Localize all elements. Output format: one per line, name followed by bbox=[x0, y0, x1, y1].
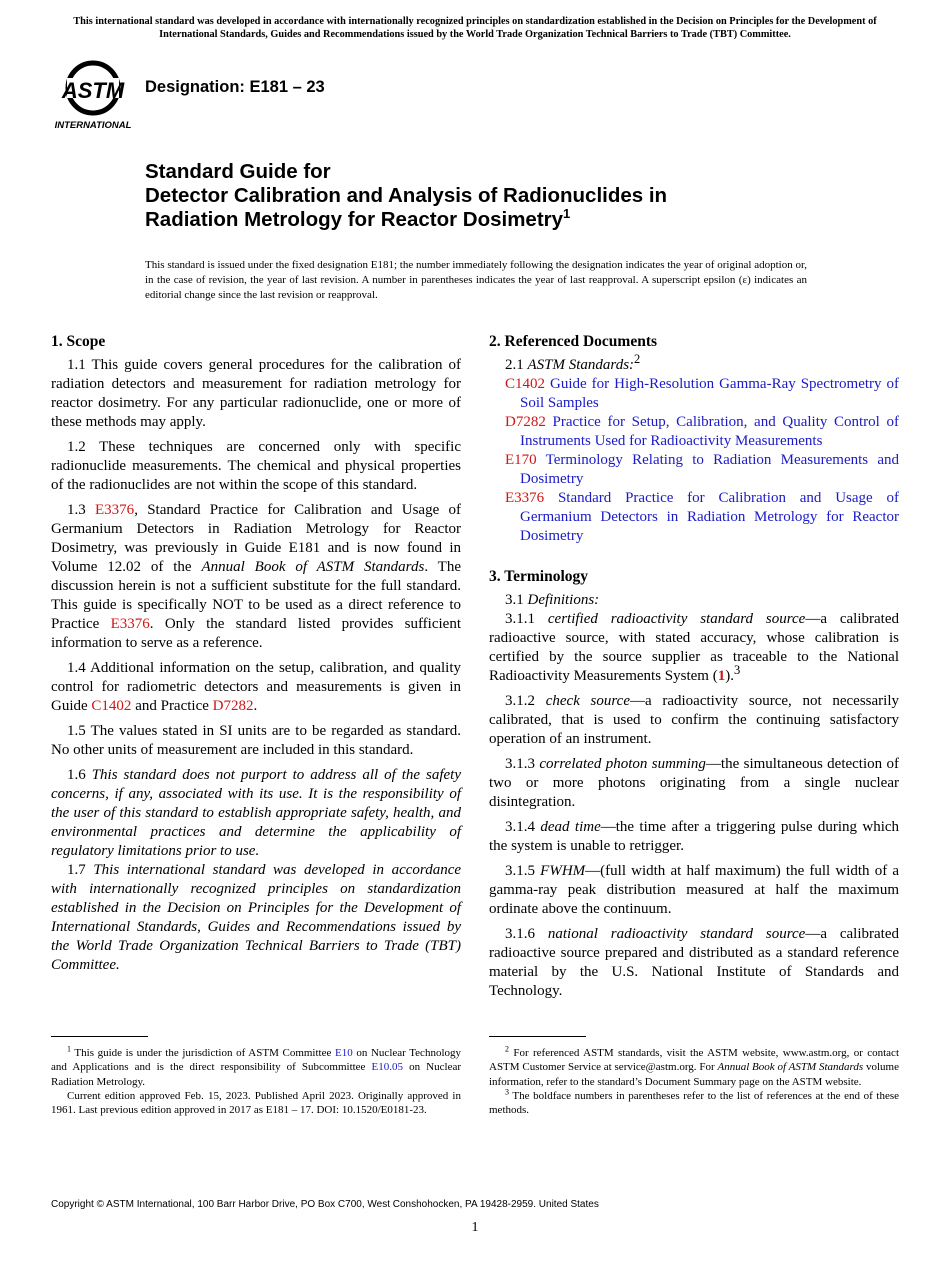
footnote-2 bbox=[489, 1046, 899, 1089]
def-tail: ). bbox=[725, 668, 734, 684]
scope-para-1-4 bbox=[51, 659, 461, 716]
ref-code-e170[interactable]: E170 bbox=[505, 452, 537, 468]
refdocs-sub-label: ASTM Standards: bbox=[527, 357, 635, 373]
scope-1-6-text: This standard does not purport to address all of the safety concerns, if any, associated with its use. It is the responsibility of the user of this standard to establish appropriate safety, health, and environmental practices and determine the applicability of regulatory limitations prior to use. bbox=[51, 767, 462, 859]
def-num: 3.1.1 bbox=[505, 611, 548, 627]
link-d7282[interactable]: D7282 bbox=[212, 698, 254, 714]
reference-item bbox=[489, 489, 899, 546]
definition-3-1-6 bbox=[489, 925, 899, 1001]
document-title bbox=[145, 160, 865, 232]
footnote-rule-right bbox=[489, 1036, 586, 1037]
footnotes-left bbox=[51, 1046, 461, 1117]
link-e10[interactable]: E10 bbox=[335, 1047, 353, 1059]
ref-code-d7282[interactable]: D7282 bbox=[505, 414, 546, 430]
scope-1-4-text-a: 1.4 Additional information on the setup, calibration, and quality control for radiometric detectors and measurements is given in Guide bbox=[51, 660, 461, 714]
terminology-definitions-label bbox=[489, 591, 899, 610]
scope-para-1-3 bbox=[51, 501, 461, 653]
footnote-2-text-b: volume information, refer to the standard’s Document Summary page on the ASTM website. bbox=[489, 1061, 899, 1088]
def-num: 3.1.6 bbox=[505, 926, 548, 942]
footnote-edition: Current edition approved Feb. 15, 2023. Published April 2023. Originally approved in 1961. Last previous edition approved in 2017 as E181 – 17. DOI: 10.1520/E0181-23. bbox=[51, 1089, 461, 1117]
title-line-3-text: Radiation Metrology for Reactor Dosimetry bbox=[145, 208, 564, 231]
astm-logo bbox=[53, 56, 135, 132]
def-term: dead time bbox=[540, 819, 601, 835]
title-footnote-mark[interactable]: 1 bbox=[563, 206, 571, 222]
def-text: —the time after a triggering pulse during which the system is unable to retrigger. bbox=[489, 819, 900, 854]
def-text: —a calibrated radioactive source, with stated accuracy, whose calibration is certified by the source supplier as traceable to the National Radioactivity Measurements System ( bbox=[489, 611, 899, 684]
footnote-3 bbox=[489, 1089, 899, 1118]
title-line-3 bbox=[145, 208, 865, 232]
scope-1-3-text-d: . Only the standard listed provides sufficient information to serve as a reference. bbox=[51, 616, 461, 651]
terminology-heading: 3. Terminology bbox=[489, 568, 589, 585]
def-num: 3.1.4 bbox=[505, 819, 541, 835]
definition-3-1-3 bbox=[489, 755, 899, 812]
tbt-banner: This international standard was developed in accordance with internationally recognized principles on standardization established in the Decision on Principles for the Development of International Standards, Guides and Recommendations issued by the World Trade Organization Technical Barriers to Trade (TBT) Committee. bbox=[73, 16, 877, 40]
scope-para-1-2: 1.2 These techniques are concerned only with specific radionuclide measurements. The chemical and physical properties of the radionuclides are not within the scope of this standard. bbox=[51, 439, 461, 493]
definition-3-1-4 bbox=[489, 818, 899, 856]
def-text: —a calibrated radioactive source prepared and distributed as a standard reference material by the U.S. National Institute of Standards and Technology. bbox=[489, 926, 899, 999]
scope-heading: 1. Scope bbox=[51, 333, 106, 350]
scope-1-7-text: This international standard was developed in accordance with internationally recognized principles on standardization established in the Decision on Principles for the Development of International Standards, Guides and Recommendations issued by the World Trade Organization Technical Barriers to Trade (TBT) Committee. bbox=[51, 862, 462, 973]
scope-1-3-text-a: 1.3 bbox=[67, 502, 96, 518]
scope-1-4-text-b: and Practice bbox=[131, 698, 213, 714]
ref-title[interactable]: Practice for Setup, Calibration, and Quality Control of Instruments Used for Radioactivity Measurements bbox=[520, 414, 899, 449]
left-column bbox=[51, 332, 461, 981]
reference-item bbox=[489, 375, 899, 413]
terminology-sub-label: Definitions: bbox=[527, 592, 600, 608]
refdocs-sub-num: 2.1 bbox=[505, 357, 528, 373]
def-footnote-mark[interactable]: 3 bbox=[733, 663, 741, 677]
reference-number-link[interactable]: 1 bbox=[717, 668, 726, 684]
refdocs-heading: 2. Referenced Documents bbox=[489, 333, 658, 350]
def-num: 3.1.3 bbox=[505, 756, 540, 772]
footnote-1-text-a: This guide is under the jurisdiction of ASTM Committee bbox=[71, 1047, 335, 1059]
footnote-2-text-a: For referenced ASTM standards, visit the ASTM website, www.astm.org, or contact ASTM Customer Service at service@astm.org. For bbox=[489, 1047, 899, 1074]
footnote-rule-left bbox=[51, 1036, 148, 1037]
definition-3-1-1 bbox=[489, 610, 899, 686]
title-line-1: Standard Guide for bbox=[145, 160, 331, 183]
logo-letters: ASTM bbox=[61, 78, 125, 103]
reference-item bbox=[489, 451, 899, 489]
scope-1-3-text-b: , Standard Practice for Calibration and Usage of Germanium Detectors in Radiation Metrology for Reactor Dosimetry, was previously in Guide E181 and is now found in Volume 12.02 of the bbox=[51, 502, 461, 575]
link-c1402[interactable]: C1402 bbox=[91, 698, 132, 714]
def-text: —a radioactivity source, not necessarily calibrated, that is used to confirm the continuing satisfactory operation of an instrument. bbox=[489, 693, 899, 747]
ref-title[interactable]: Terminology Relating to Radiation Measurements and Dosimetry bbox=[520, 452, 900, 487]
definition-3-1-5 bbox=[489, 862, 899, 919]
ref-code-e3376[interactable]: E3376 bbox=[505, 490, 545, 506]
ref-title[interactable]: Guide for High-Resolution Gamma-Ray Spectrometry of Soil Samples bbox=[520, 376, 899, 411]
definition-3-1-2 bbox=[489, 692, 899, 749]
title-line-2: Detector Calibration and Analysis of Radionuclides in bbox=[145, 184, 668, 207]
def-term: certified radioactivity standard source bbox=[547, 611, 806, 627]
footnote-2-italic: Annual Book of ASTM Standards bbox=[717, 1061, 864, 1074]
scope-1-3-text-c: . The discussion herein is not a sufficient substitute for the full standard. This guide is specifically NOT to be used as a direct reference to Practice bbox=[51, 559, 461, 632]
ref-title[interactable]: Standard Practice for Calibration and Usage of Germanium Detectors in Radiation Metrology for Reactor Dosimetry bbox=[520, 490, 899, 544]
scope-1-7-num: 1.7 bbox=[67, 862, 94, 878]
footnote-mark: 1 bbox=[67, 1044, 71, 1054]
terminology-sub-num: 3.1 bbox=[505, 592, 528, 608]
page-number: 1 bbox=[471, 1220, 479, 1235]
def-num: 3.1.2 bbox=[505, 693, 546, 709]
footnote-mark: 3 bbox=[505, 1087, 509, 1097]
ref-code-c1402[interactable]: C1402 bbox=[505, 376, 546, 392]
astm-logo-graphic bbox=[53, 56, 135, 132]
def-num: 3.1.5 bbox=[505, 863, 541, 879]
designation: Designation: E181 – 23 bbox=[145, 78, 325, 96]
scope-para-1-7 bbox=[51, 861, 461, 975]
scope-1-4-text-c: . bbox=[253, 698, 258, 714]
footnotes-right bbox=[489, 1046, 899, 1117]
scope-para-1-1: 1.1 This guide covers general procedures for the calibration of radiation detectors and measurement for radiation metrology for reactor dosimetry. For any particular radionuclide, one or more of these methods may apply. bbox=[51, 357, 461, 430]
refdocs-astm-standards bbox=[489, 352, 899, 375]
copyright-notice: Copyright © ASTM International, 100 Barr Harbor Drive, PO Box C700, West Conshohocken, PA 19428-2959. United States bbox=[51, 1199, 599, 1210]
def-text: —the simultaneous detection of two or more photons originating from a single nuclear disintegration. bbox=[489, 756, 900, 810]
link-e10-05[interactable]: E10.05 bbox=[371, 1061, 404, 1074]
scope-1-3-italic: Annual Book of ASTM Standards bbox=[201, 559, 425, 575]
right-column bbox=[489, 332, 899, 1007]
link-e3376[interactable]: E3376 bbox=[95, 502, 135, 518]
scope-para-1-5: 1.5 The values stated in SI units are to be regarded as standard. No other units of measurement are included in this standard. bbox=[51, 723, 461, 758]
scope-para-1-6 bbox=[51, 766, 461, 861]
footnote-mark: 2 bbox=[505, 1044, 509, 1054]
def-text: —(full width at half maximum) the full width of a gamma-ray peak distribution measured at half the maximum ordinate above the continuum. bbox=[489, 863, 899, 917]
def-term: FWHM bbox=[540, 863, 586, 879]
footnote-1-text-b: on Nuclear Technology and Applications and is the direct responsibility of Subcommittee bbox=[51, 1047, 461, 1074]
link-e3376-2[interactable]: E3376 bbox=[110, 616, 150, 632]
scope-1-6-num: 1.6 bbox=[67, 767, 92, 783]
reference-item bbox=[489, 413, 899, 451]
footnote-1 bbox=[51, 1046, 461, 1089]
footnote-3-text: The boldface numbers in parentheses refer to the list of references at the end of these methods. bbox=[489, 1089, 899, 1117]
designation-notice: This standard is issued under the fixed designation E181; the number immediately following the designation indicates the year of original adoption or, in the case of revision, the year of last revision. A number in parentheses indicates the year of last reapproval. A superscript epsilon (ε) indicates an editorial change since the last revision or reapproval. bbox=[145, 259, 807, 301]
def-term: national radioactivity standard source bbox=[547, 926, 806, 942]
refdocs-footnote-mark[interactable]: 2 bbox=[634, 352, 641, 366]
logo-name: INTERNATIONAL bbox=[54, 120, 132, 131]
footnote-1-text-c: on Nuclear Radiation Metrology. bbox=[51, 1061, 461, 1088]
def-term: check source bbox=[545, 693, 630, 709]
def-term: correlated photon summing bbox=[539, 756, 706, 772]
